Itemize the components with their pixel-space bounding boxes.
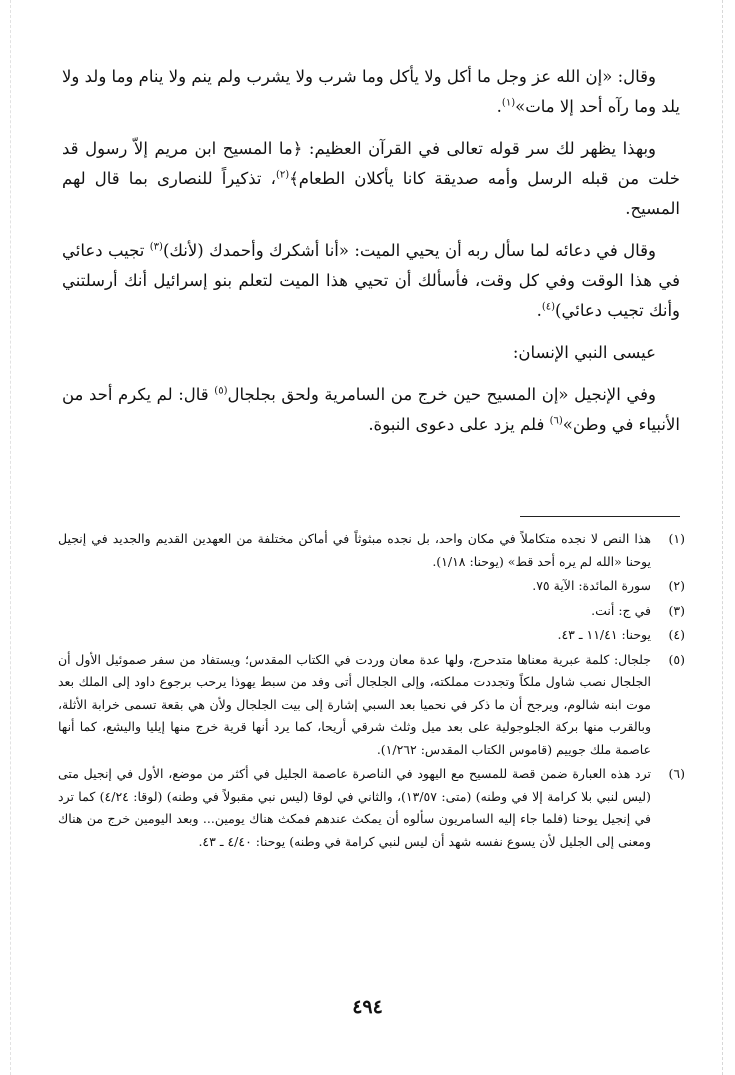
footnote-item	[58, 763, 685, 853]
scan-edge-left	[10, 0, 11, 1075]
paragraph-4-text-b: قال: لم يكرم أحد من الأنبياء في وطن»	[62, 385, 680, 434]
paragraph-3-text-b: تجيب دعائي في هذا الوقت وفي كل وقت، فأسألك أن تحيي هذا الميت لتعلم بنو إسرائيل أنك أرسلتني وأنك تجيب دعائي)	[62, 241, 680, 320]
footnote-ref-4: (٤)	[541, 301, 556, 313]
footnotes	[58, 528, 685, 855]
scan-edge-right	[722, 0, 723, 1075]
footnote-ref-1: (١)	[501, 97, 516, 109]
paragraph-2-end: ، تذكيراً للنصارى بما قال لهم المسيح.	[62, 169, 680, 218]
paragraph-3-text-a: وقال في دعائه لما سأل ربه أن يحيي الميت: «أنا أشكرك وأحمدك (لأنك)	[162, 241, 657, 260]
paragraph-4-end: فلم يزد على دعوى النبوة.	[368, 415, 550, 434]
main-text	[62, 62, 680, 452]
paragraph-2-text: وبهذا يظهر لك سر قوله تعالى في القرآن العظيم: ﴿ما المسيح ابن مريم إلاّ رسول قد خلت من قبله الرسل وأمه صديقة كانا يأكلان الطعام﴾	[62, 139, 680, 188]
footnote-item	[58, 649, 685, 762]
footnote-text: في ج: أنت.	[591, 602, 651, 618]
footnote-text: سورة المائدة: الآية ٧٥.	[532, 578, 651, 593]
footnote-item	[58, 600, 685, 623]
footnote-text: ترد هذه العبارة ضمن قصة للمسيح مع اليهود في الناصرة عاصمة الجليل في أكثر من موضع، الأول في إنجيل متى (ليس لنبي بلا كرامة إلا في وطنه) (متى: ١٣/٥٧)، والثاني في لوقا (ليس نبي مقبولاً في وطنه) (لوقا: ٤/٢٤) كما ترد في إنجيل يوحنا (فلما جاء إليه السامريون سألوه أن يمكث عندهم فمكث هناك يومين... وبعد اليومين خرج من هناك ومعنى إلى الجليل لأن يسوع نفسه شهد أن ليس لنبي كرامة في وطنه) يوحنا: ٤/٤٠ ـ ٤٣.	[58, 766, 651, 849]
footnote-number: (٥)	[668, 651, 685, 667]
footnote-number: (٦)	[668, 766, 685, 781]
paragraph-1	[62, 62, 680, 122]
footnote-number: (١)	[668, 531, 685, 546]
paragraph-4-text-a: وفي الإنجيل «إن المسيح حين خرج من السامرية ولحق بجلجال	[227, 385, 656, 404]
paragraph-4	[62, 380, 680, 440]
page-number: ٤٩٤	[352, 996, 383, 1018]
paragraph-2	[62, 134, 680, 224]
footnote-text: جلجال: كلمة عبرية معناها متدحرج، ولها عدة معان وردت في الكتاب المقدس؛ ويستفاد من سفر صموئيل الأول أن الجلجال نصب شاول ملكاً وتجددت مملكته، وإلى الجلجال أتى وفد من سبط يهوذا يرحب برجوع داود إلى الملك بعد موت ابنه شالوم، ويرجح أن ما ذكر في نحميا بعد السبي إشارة إلى بيت الجلجال ولأن هي بقعة تسمى خرابة الأثلة، وبالقرب منها بركة الجلوجولية على بعد ميل وثلث شرقي أريحا، كما يرد أنها قرية خرج منها إيليا واليشع، كما أنها عاصمة ملك جوييم (قاموس الكتاب المقدس: ١/٢٦٢).	[58, 651, 651, 757]
footnote-item	[58, 528, 685, 573]
footnote-ref-3: (٣)	[149, 241, 163, 253]
footnote-item	[58, 624, 685, 647]
footnote-number: (٤)	[668, 627, 685, 642]
footnote-text: يوحنا: ١١/٤١ ـ ٤٣.	[557, 627, 651, 642]
paragraph-3	[62, 236, 680, 326]
paragraph-1-end: .	[496, 97, 502, 116]
footnote-ref-6: (٦)	[549, 415, 563, 427]
paragraph-3-end: .	[536, 301, 542, 320]
footnote-divider	[520, 516, 680, 517]
footnote-item	[58, 575, 685, 598]
paragraph-1-text: وقال: «إن الله عز وجل ما أكل ولا يأكل وما شرب ولا يشرب ولم ينم ولا ينام وما ولد ولا يلد وما رآه أحد إلا مات»	[62, 67, 680, 116]
footnote-number: (٣)	[668, 602, 685, 618]
footnote-ref-2: (٢)	[275, 169, 290, 181]
footnote-number: (٢)	[668, 578, 685, 593]
footnote-text: هذا النص لا نجده متكاملاً في مكان واحد، بل نجده مبثوثاً في أماكن مختلفة من العهدين القديم والجديد في إنجيل يوحنا «الله لم يره أحد قط» (يوحنا: ١/١٨).	[58, 531, 651, 569]
footnote-ref-5: (٥)	[214, 385, 228, 397]
section-heading: عيسى النبي الإنسان:	[512, 343, 656, 362]
